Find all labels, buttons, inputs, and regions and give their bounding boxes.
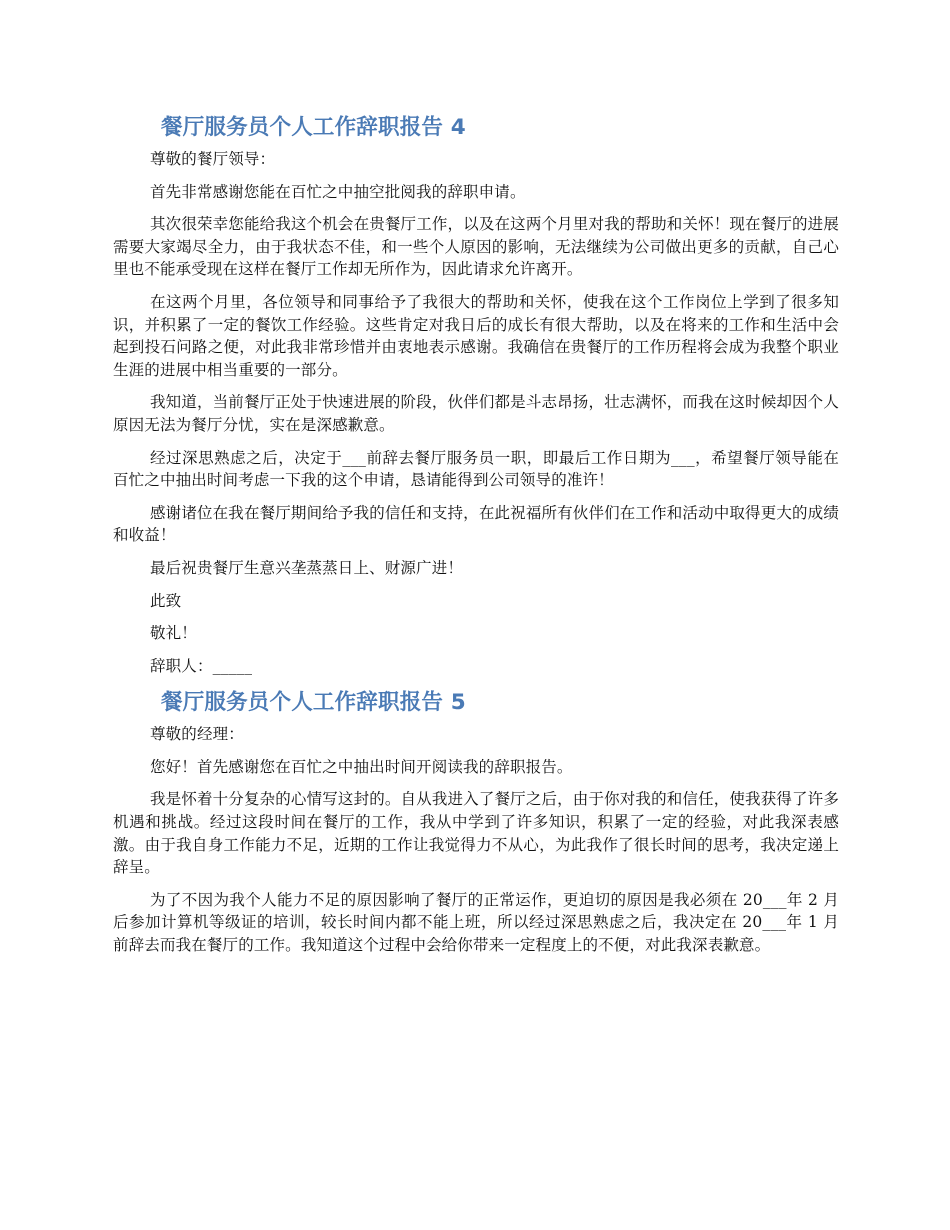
paragraph: 您好！首先感谢您在百忙之中抽出时间开阅读我的辞职报告。 <box>150 757 573 776</box>
document-body <box>113 112 839 967</box>
paragraph: 感谢诸位在我在餐厅期间给予我的信任和支持，在此祝福所有伙伴们在工作和活动中取得更大的成绩和收益！ <box>113 503 839 545</box>
paragraph: 首先非常感谢您能在百忙之中抽空批阅我的辞职申请。 <box>150 182 526 201</box>
paragraph: 经过深思熟虑之后，决定于___前辞去餐厅服务员一职，即最后工作日期为___，希望餐厅领导能在百忙之中抽出时间考虑一下我的这个申请，恳请能得到公司领导的准许！ <box>113 448 839 490</box>
section-title: 餐厅服务员个人工作辞职报告 4 <box>161 115 466 140</box>
paragraph: 为了不因为我个人能力不足的原因影响了餐厅的正常运作，更迫切的原因是我必须在 20___年 2 月后参加计算机等级证的培训，较长时间内都不能上班，所以经过深思熟虑之后，我决定在 20___年 1 月前辞去而我在餐厅的工作。我知道这个过程中会给你带来一定程度上的不便，对此我深表歉意。 <box>113 890 839 955</box>
paragraph: 我是怀着十分复杂的心情写这封的。自从我进入了餐厅之后，由于你对我的和信任，使我获得了许多机遇和挑战。经过这段时间在餐厅的工作，我从中学到了许多知识，积累了一定的经验，对此我深表感激。由于我自身工作能力不足，近期的工作让我觉得力不从心，为此我作了很长时间的思考，我决定递上辞呈。 <box>113 790 839 877</box>
section-title: 餐厅服务员个人工作辞职报告 5 <box>161 690 466 716</box>
paragraph: 在这两个月里，各位领导和同事给予了我很大的帮助和关怀，使我在这个工作岗位上学到了很多知识，并积累了一定的餐饮工作经验。这些肯定对我日后的成长有很大帮助，以及在将来的工作和生活中会起到投石问路之便，对此我非常珍惜并由衷地表示感谢。我确信在贵餐厅的工作历程将会成为我整个职业生涯的进展中相当重要的一部分。 <box>113 292 839 379</box>
closing-line: 敬礼！ <box>150 624 197 643</box>
paragraph: 其次很荣幸您能给我这个机会在贵餐厅工作，以及在这两个月里对我的帮助和关怀！现在餐厅的进展需要大家竭尽全力，由于我状态不佳，和一些个人原因的影响，无法继续为公司做出更多的贡献，自己心里也不能承受现在这样在餐厅工作却无所作为，因此请求允许离开。 <box>113 215 839 279</box>
paragraph: 最后祝贵餐厅生意兴垄蒸蒸日上、财源广进！ <box>150 558 464 577</box>
signature-line: 辞职人：_____ <box>150 656 253 675</box>
paragraph: 我知道，当前餐厅正处于快速进展的阶段，伙伴们都是斗志昂扬，壮志满怀，而我在这时候却因个人原因无法为餐厅分忧，实在是深感歉意。 <box>113 393 839 434</box>
salutation: 尊敬的餐厅领导： <box>150 150 276 168</box>
salutation: 尊敬的经理： <box>150 725 244 744</box>
closing-line: 此致 <box>150 591 182 610</box>
